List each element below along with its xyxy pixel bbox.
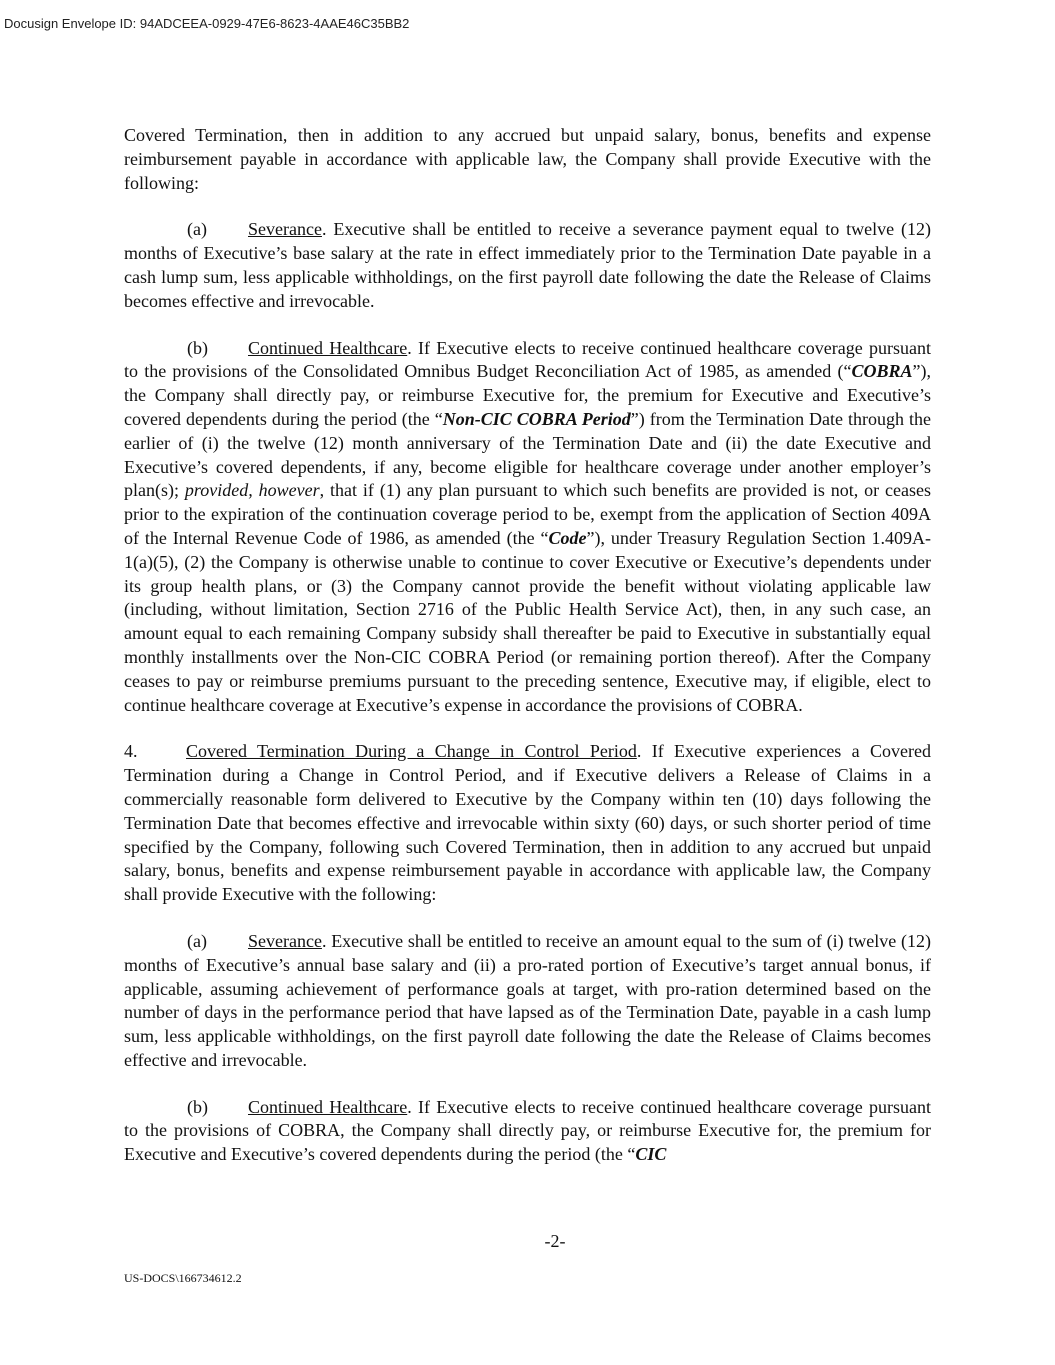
paragraph-4a-severance: (a) Severance. Executive shall be entitled to receive an amount equal to the sum of (i) twelve (12) months of Executive’s annual base salary and (ii) a pro-rated portion of Executive’s target annual bonus, if applicable, assuming achievement of performance goals at target, with pro-ration determined based on the number of days in the performance period that have lapsed as of the Termination Date, payable in a cash lump sum, less applicable withholdings, on the first payroll date following the date the Release of Claims becomes effective and irrevocable. <box>124 930 931 1070</box>
document-body <box>124 124 931 1167</box>
section-number: 4. <box>124 741 138 762</box>
section-heading: Severance <box>248 930 322 951</box>
defined-term-non-cic-cobra-period: Non-CIC COBRA Period <box>442 408 631 429</box>
paragraph-covered-termination-continuation: Covered Termination, then in addition to any accrued but unpaid salary, bonus, benefits and expense reimbursement payable in accordance with applicable law, the Company shall provide Executive with the following: <box>124 125 931 193</box>
paragraph-section-4: 4. Covered Termination During a Change in Control Period. If Executive experiences a Covered Termination during a Change in Control Period, and if Executive delivers a Release of Claims in a commercially reasonable form delivered to Executive by the Company within ten (10) days following the Termination Date that becomes effective and irrevocable within sixty (60) days, or such shorter period of time specified by the Company, following such Covered Termination, then in addition to any accrued but unpaid salary, bonus, benefits and expense reimbursement payable in accordance with applicable law, the Company shall provide Executive with the following: <box>124 741 931 905</box>
proviso: provided, however <box>184 480 320 501</box>
subsection-marker: (a) <box>187 219 207 240</box>
paragraph-3b-continued-healthcare: (b) Continued Healthcare. If Executive elects to receive continued healthcare coverage pursuant to the provisions of the Consolidated Omnibus Budget Reconciliation Act of 1985, as amended (“COBRA”), the Company shall directly pay, or reimburse Executive for, the premium for Executive and Executive’s covered dependents during the period (the “Non-CIC COBRA Period”) from the Termination Date through the earlier of (i) the twelve (12) month anniversary of the Termination Date and (ii) the date Executive and Executive’s covered dependents, if any, become eligible for healthcare coverage under another employer’s plan(s); provided, however, that if (1) any plan pursuant to which such benefits are provided is not, or ceases prior to the expiration of the continuation coverage period to be, exempt from the application of Section 409A of the Internal Revenue Code of 1986, as amended (the “Code”), under Treasury Regulation Section 1.409A-1(a)(5), (2) the Company is otherwise unable to continue to cover Executive or Executive’s dependents under its group health plans, or (3) the Company cannot provide the benefit without violating applicable law (including, without limitation, Section 2716 of the Public Health Service Act), then, in any such case, an amount equal to each remaining Company subsidy shall thereafter be paid to Executive in substantially equal monthly installments over the Non-CIC COBRA Period (or remaining portion thereof). After the Company ceases to pay or reimburse premiums pursuant to the preceding sentence, Executive may, if eligible, elect to continue healthcare coverage at Executive’s expense in accordance the provisions of COBRA. <box>124 337 932 715</box>
document-id-footer: US-DOCS\166734612.2 <box>124 1271 242 1285</box>
section-heading: Continued Healthcare <box>248 1096 408 1117</box>
page-number: -2- <box>544 1231 566 1251</box>
subsection-marker: (b) <box>187 337 208 358</box>
defined-term-cobra: COBRA <box>851 361 913 382</box>
paragraph-4b-continued-healthcare: (b) Continued Healthcare. If Executive elects to receive continued healthcare coverage pursuant to the provisions of COBRA, the Company shall directly pay, or reimburse Executive for, the premium for Executive and Executive’s covered dependents during the period (the “CIC <box>124 1096 931 1165</box>
section-heading: Continued Healthcare <box>248 337 408 358</box>
docusign-envelope-id: Docusign Envelope ID: 94ADCEEA-0929-47E6-8623-4AAE46C35BB2 <box>4 16 410 31</box>
subsection-marker: (a) <box>187 930 207 951</box>
defined-term-cic: CIC <box>635 1144 667 1165</box>
paragraph-3a-severance: (a) Severance. Executive shall be entitled to receive a severance payment equal to twelve (12) months of Executive’s base salary at the rate in effect immediately prior to the Termination Date payable in a cash lump sum, less applicable withholdings, on the first payroll date following the date the Release of Claims becomes effective and irrevocable. <box>124 219 931 311</box>
defined-term-code: Code <box>548 527 587 548</box>
section-heading: Covered Termination During a Change in Control Period <box>186 741 637 762</box>
section-heading: Severance <box>248 219 322 240</box>
subsection-marker: (b) <box>187 1096 208 1117</box>
